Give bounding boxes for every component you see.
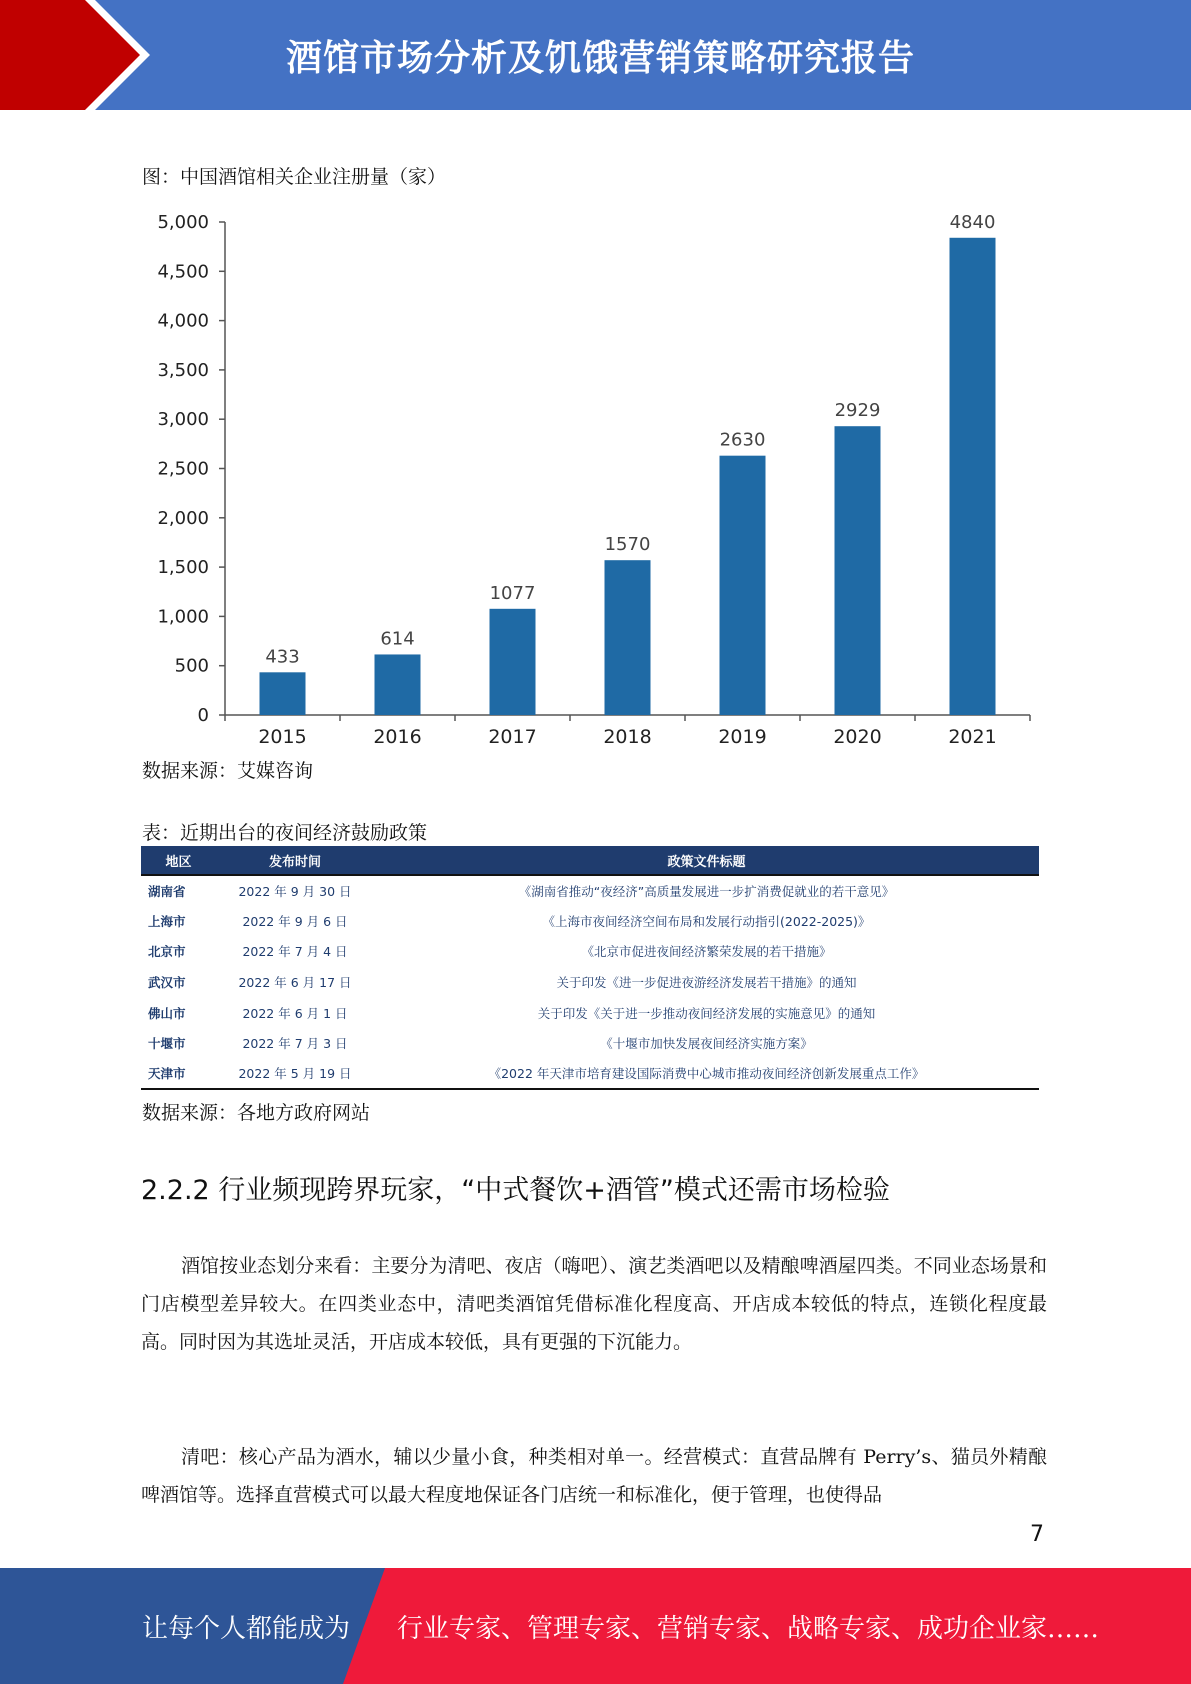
table-source: 数据来源：各地方政府网站 xyxy=(142,1102,371,1124)
paragraph-clear-bar: 清吧：核心产品为酒水，辅以少量小食，种类相对单一。经营模式：直营品牌有 Perry’s、猫员外精酿啤酒馆等。选择直营模式可以最大程度地保证各门店统一和标准化，便于管理，也使得品 xyxy=(141,1446,1047,1506)
data-label-2020: 2929 xyxy=(834,400,881,422)
figure-caption: 图：中国酒馆相关企业注册量（家） xyxy=(142,166,447,188)
table-cell-title: 关于印发《进一步促进夜游经济发展若干措施》的通知 xyxy=(556,975,857,991)
bar-2016 xyxy=(375,654,421,715)
column-header-date: 发布时间 xyxy=(216,846,374,875)
table-cell-date: 2022 年 7 月 3 日 xyxy=(242,1036,348,1052)
table-cell-title: 《湖南省推动“夜经济”高质量发展进一步扩消费促就业的若干意见》 xyxy=(518,883,895,899)
bar-2019 xyxy=(720,456,766,715)
column-header-title: 政策文件标题 xyxy=(374,846,1039,875)
table-row xyxy=(141,1059,1039,1090)
table-cell-region: 上海市 xyxy=(148,913,186,929)
table-cell-region: 十堰市 xyxy=(148,1036,186,1052)
table-cell-title: 《上海市夜间经济空间布局和发展行动指引(2022-2025)》 xyxy=(542,913,871,929)
table-row xyxy=(141,936,1039,967)
y-tick-label: 3,500 xyxy=(157,359,209,381)
table-header-row xyxy=(141,846,1039,875)
x-tick-label-2015: 2015 xyxy=(258,726,307,748)
paragraph-business-types: 酒馆按业态划分来看：主要分为清吧、夜店（嗨吧）、演艺类酒吧以及精酿啤酒屋四类。不同业态场景和门店模型差异较大。在四类业态中，清吧类酒馆凭借标准化程度高、开店成本较低的特点，连锁化程度最高。同时因为其选址灵活，开店成本较低，具有更强的下沉能力。 xyxy=(141,1255,1047,1353)
footer-slogan-left: 让每个人都能成为 xyxy=(142,1614,351,1644)
table-cell-date: 2022 年 9 月 30 日 xyxy=(238,883,352,899)
y-tick-label: 2,500 xyxy=(157,458,209,480)
table-cell-date: 2022 年 6 月 1 日 xyxy=(242,1005,348,1021)
y-tick-label: 0 xyxy=(197,705,209,726)
report-title: 酒馆市场分析及饥饿营销策略研究报告 xyxy=(285,38,915,79)
table-cell-region: 湖南省 xyxy=(148,883,186,899)
y-tick-label: 4,000 xyxy=(157,310,209,332)
page-header xyxy=(0,0,1191,110)
y-tick-label: 1,000 xyxy=(157,606,209,628)
table-cell-region: 北京市 xyxy=(148,944,186,960)
data-label-2017: 1077 xyxy=(489,582,536,604)
column-header-region: 地区 xyxy=(141,846,216,875)
x-tick-label-2019: 2019 xyxy=(718,726,767,748)
policy-table xyxy=(141,846,1039,1090)
table-cell-region: 佛山市 xyxy=(148,1005,186,1021)
table-row xyxy=(141,997,1039,1028)
data-label-2018: 1570 xyxy=(604,534,651,556)
table-cell-title: 《北京市促进夜间经济繁荣发展的若干措施》 xyxy=(581,944,832,960)
y-tick-label: 500 xyxy=(174,655,209,677)
table-row xyxy=(141,1028,1039,1059)
x-tick-label-2017: 2017 xyxy=(488,726,537,748)
table-caption: 表：近期出台的夜间经济鼓励政策 xyxy=(142,822,428,844)
y-tick-label: 1,500 xyxy=(157,557,209,579)
table-cell-date: 2022 年 9 月 6 日 xyxy=(242,913,348,929)
bar-2015 xyxy=(260,672,306,715)
figure-source: 数据来源：艾媒咨询 xyxy=(142,760,314,782)
y-tick-label: 3,000 xyxy=(157,409,209,431)
registration-bar-chart xyxy=(135,200,1035,752)
bar-2018 xyxy=(605,560,651,715)
table-cell-title: 《2022 年天津市培育建设国际消费中心城市推动夜间经济创新发展重点工作》 xyxy=(374,1059,1039,1090)
table-cell-date: 2022 年 6 月 17 日 xyxy=(238,975,352,991)
data-label-2015: 433 xyxy=(265,646,300,668)
table-cell-date: 2022 年 7 月 4 日 xyxy=(242,944,348,960)
page-footer xyxy=(0,1568,1191,1684)
bar-2017 xyxy=(490,609,536,715)
x-tick-label-2020: 2020 xyxy=(833,726,882,748)
data-label-2019: 2630 xyxy=(719,429,766,451)
section-heading: 2.2.2 行业频现跨界玩家，“中式餐饮+酒管”模式还需市场检验 xyxy=(141,1175,890,1206)
footer-slogan-right: 行业专家、管理专家、营销专家、战略专家、成功企业家…… xyxy=(397,1614,1100,1644)
x-tick-label-2018: 2018 xyxy=(603,726,652,748)
table-cell-region: 天津市 xyxy=(141,1059,216,1090)
table-cell-title: 《十堰市加快发展夜间经济实施方案》 xyxy=(600,1036,813,1052)
table-row xyxy=(141,875,1039,906)
table-cell-region: 武汉市 xyxy=(148,975,186,991)
y-tick-label: 4,500 xyxy=(157,261,209,283)
y-tick-label: 2,000 xyxy=(157,507,209,529)
data-label-2016: 614 xyxy=(380,628,415,650)
page-number: 7 xyxy=(1030,1522,1044,1547)
y-tick-label: 5,000 xyxy=(157,212,209,233)
table-row xyxy=(141,906,1039,937)
table-row xyxy=(141,967,1039,998)
x-tick-label-2016: 2016 xyxy=(373,726,422,748)
bar-2021 xyxy=(950,238,996,715)
table-cell-date: 2022 年 5 月 19 日 xyxy=(216,1059,374,1090)
table-cell-title: 关于印发《关于进一步推动夜间经济发展的实施意见》的通知 xyxy=(537,1005,876,1021)
bar-2020 xyxy=(835,426,881,715)
data-label-2021: 4840 xyxy=(949,211,996,233)
x-tick-label-2021: 2021 xyxy=(948,726,997,748)
